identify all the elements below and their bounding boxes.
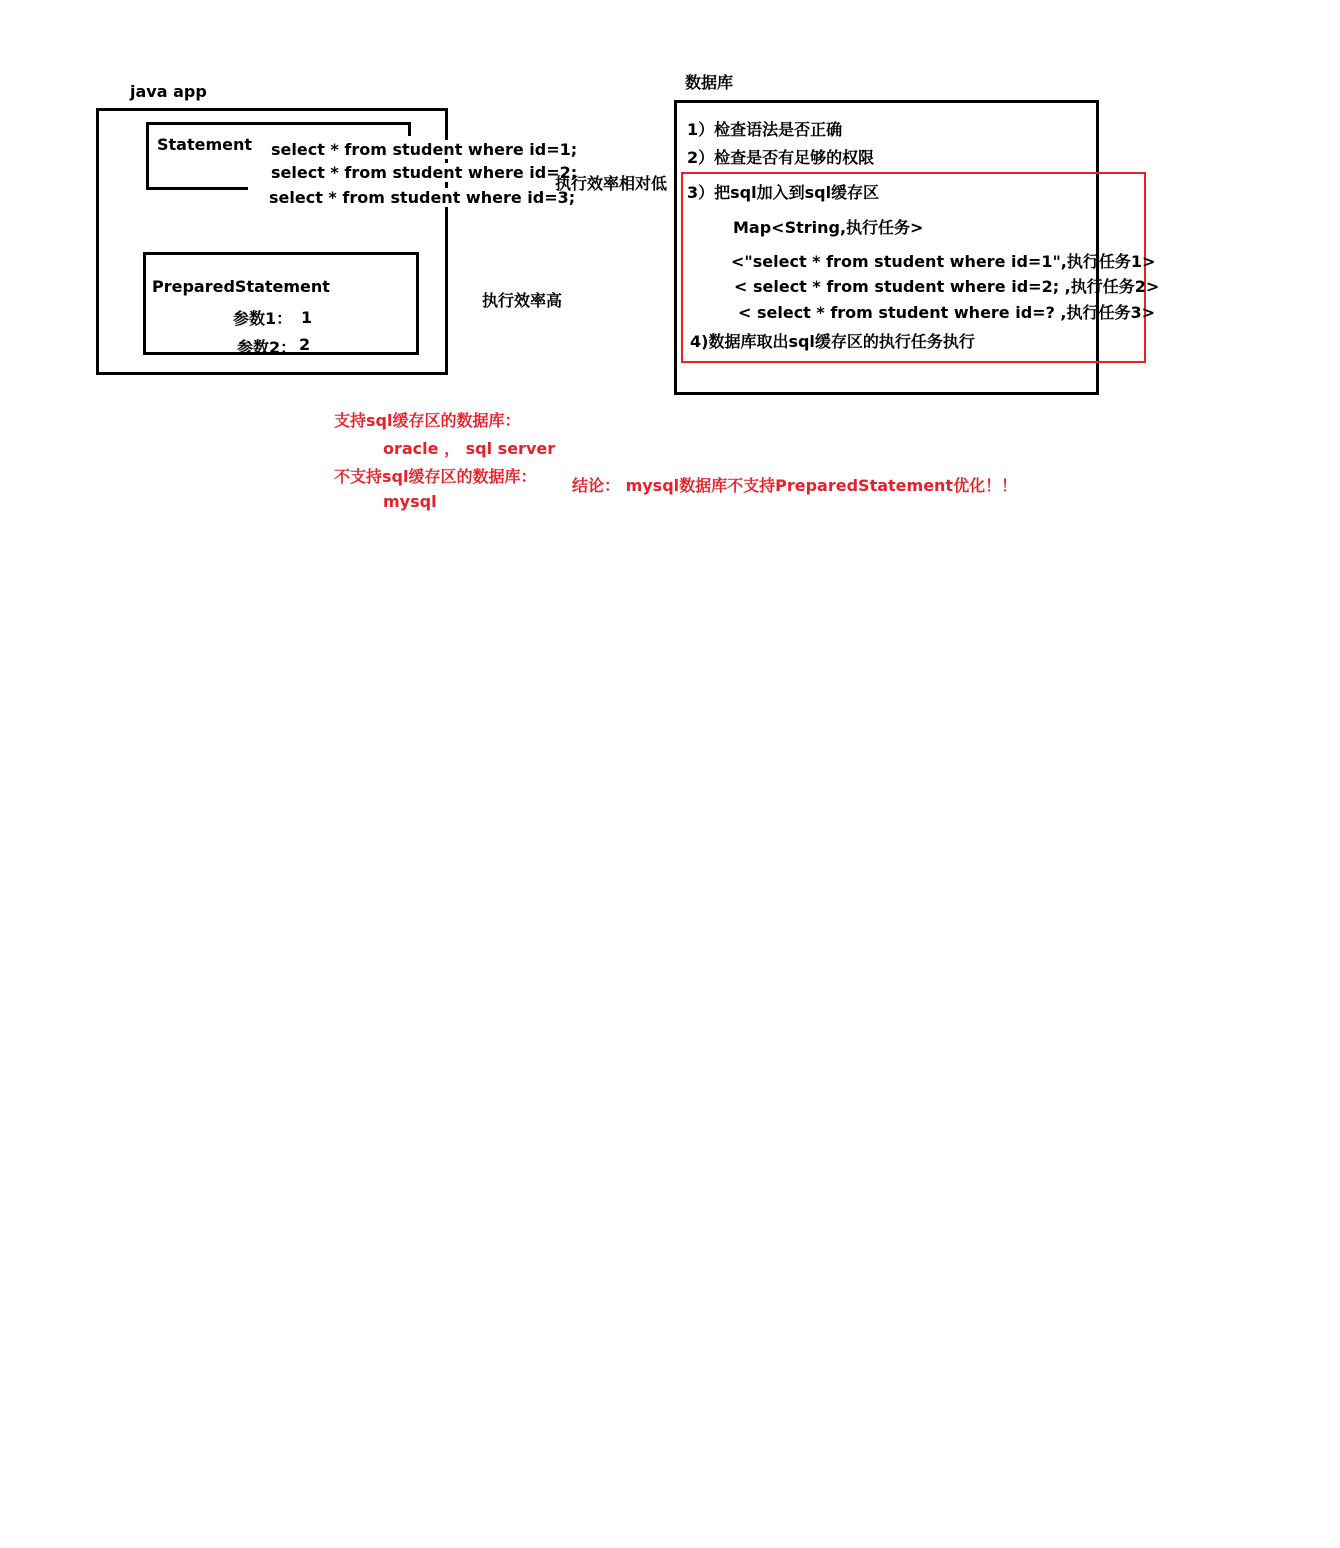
cache-entry-2: < select * from student where id=2; ,执行任务2>: [734, 277, 1160, 296]
prepared-efficiency-label: 执行效率高: [482, 291, 563, 310]
db-step-2: 2）检查是否有足够的权限: [687, 148, 875, 167]
java-app-label: java app: [130, 82, 207, 101]
prepared-statement-label: PreparedStatement: [152, 277, 330, 296]
statement-sql-line-2: select * from student where id=2;: [271, 163, 578, 182]
db-step-3: 3）把sql加入到sql缓存区: [687, 183, 880, 202]
param2-value: 2: [299, 335, 311, 354]
statement-sql-line-3: select * from student where id=3;: [269, 188, 576, 207]
cache-entry-3: < select * from student where id=? ,执行任务3>: [738, 303, 1156, 322]
param1-value: 1: [301, 308, 313, 327]
statement-box-top-right-edge: [408, 122, 411, 136]
cache-map-declaration: Map<String,执行任务>: [733, 218, 924, 237]
cache-entry-1: <"select * from student where id=1",执行任务1>: [731, 252, 1156, 271]
support-cache-dbs: oracle ， sql server: [383, 439, 556, 458]
db-step-4: 4)数据库取出sql缓存区的执行任务执行: [690, 332, 975, 351]
support-cache-title: 支持sql缓存区的数据库：: [334, 411, 521, 430]
database-label: 数据库: [685, 73, 734, 92]
no-support-cache-dbs: mysql: [383, 492, 437, 511]
param2-label: 参数2：: [237, 338, 297, 357]
no-support-cache-title: 不支持sql缓存区的数据库：: [334, 467, 537, 486]
statement-sql-line-1: select * from student where id=1;: [271, 140, 578, 159]
statement-efficiency-label: 执行效率相对低: [555, 174, 668, 193]
param1-label: 参数1：: [233, 309, 293, 328]
conclusion-note: 结论： mysql数据库不支持PreparedStatement优化！！: [572, 476, 1018, 495]
db-step-1: 1）检查语法是否正确: [687, 120, 843, 139]
statement-label: Statement: [157, 135, 253, 154]
